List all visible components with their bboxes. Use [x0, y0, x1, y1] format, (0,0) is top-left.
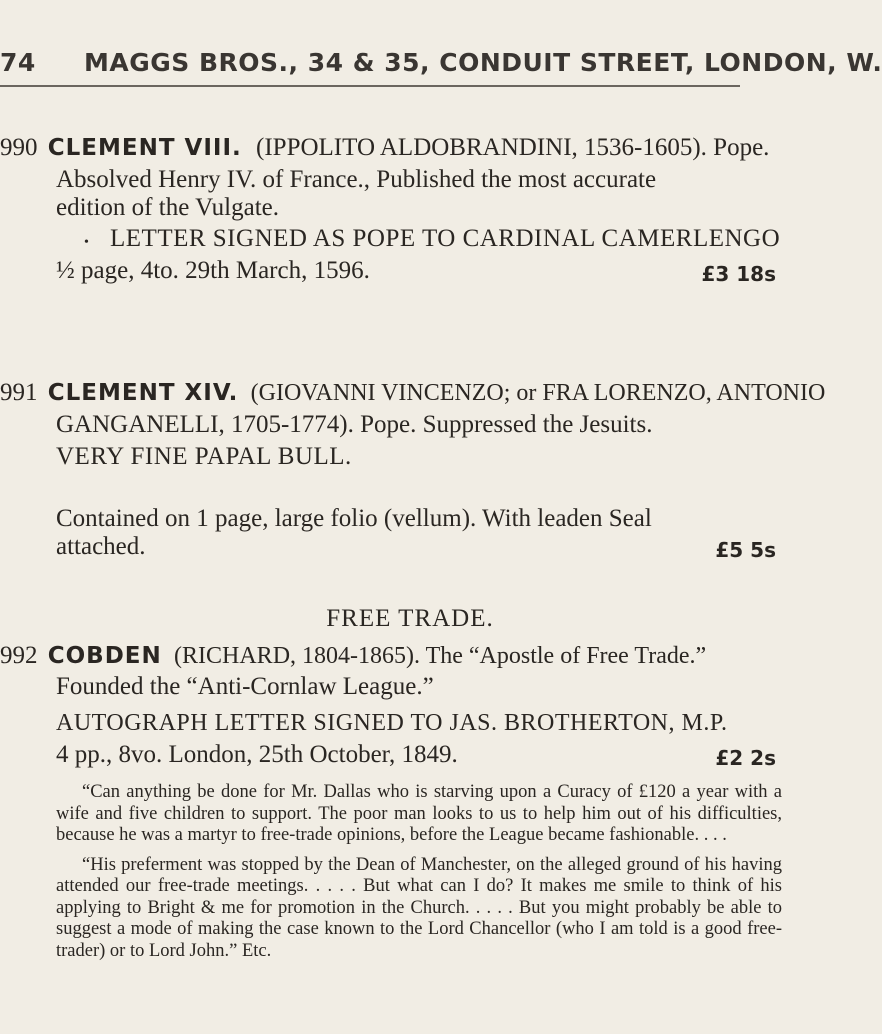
bullet-mark: • [84, 235, 89, 250]
entry-format: ½ page, 4to. 29th March, 1596. [56, 257, 370, 284]
entry-price: £3 18s [701, 262, 776, 286]
entry-first-line-rest: (IPPOLITO ALDOBRANDINI, 1536-1605). Pope. [256, 134, 770, 161]
entry-format: 4 pp., 8vo. London, 25th October, 1849. [56, 741, 458, 768]
entry-first-line [0, 133, 769, 163]
page-running-title: MAGGS BROS., 34 & 35, CONDUIT STREET, LONDON, W. [84, 48, 882, 77]
entry-format-line [56, 256, 800, 286]
entry-description: Founded the “Anti-Cornlaw League.” [56, 673, 434, 700]
entry-item-title: LETTER SIGNED AS POPE TO CARDINAL CAMERLENGO [110, 225, 781, 252]
lot-number: 992 [0, 642, 38, 669]
entry-price: £5 5s [715, 538, 776, 562]
section-heading: FREE TRADE. [326, 605, 494, 632]
entry-price: £2 2s [715, 746, 776, 770]
entry-name: CLEMENT VIII. [47, 135, 242, 161]
entry-format-line [56, 740, 800, 770]
header-rule [0, 85, 740, 87]
entry-first-line-rest: (GIOVANNI VINCENZO; or FRA LORENZO, ANTONIO [250, 380, 826, 406]
entry-name: COBDEN [47, 643, 162, 669]
entry-first-line [0, 378, 825, 408]
entry-name: CLEMENT XIV. [47, 380, 239, 406]
letter-quote [56, 782, 782, 962]
entry-format-line [56, 532, 800, 562]
quote-paragraph: “His preferment was stopped by the Dean of Manchester, on the alleged ground of his having attended our free-trade meetings. . . . . But what can I do? It makes me smile to think of his applying to Bright & me for promotion in the Church. . . . . But you might probably be able to suggest a mode of making the case known to the Lord Chancellor (who I am told is a good free-trader) or to Lord John.” Etc. [56, 854, 782, 961]
page-number: 74 [0, 48, 36, 77]
entry-item-title: AUTOGRAPH LETTER SIGNED TO JAS. BROTHERTON, M.P. [56, 710, 728, 736]
entry-description: GANGANELLI, 1705-1774). Pope. Suppressed the Jesuits. [56, 411, 653, 438]
entry-item-title: VERY FINE PAPAL BULL. [56, 443, 352, 470]
entry-first-line-rest: (RICHARD, 1804-1865). The “Apostle of Free Trade.” [174, 643, 707, 669]
entry-description: Absolved Henry IV. of France., Published the most accurate [56, 166, 657, 193]
quote-paragraph: “Can anything be done for Mr. Dallas who is starving upon a Curacy of £120 a year with a wife and five children to support. The poor man looks to us to help him out of his difficulties, because he was a martyr to free-trade opinions, before the League became fashionable. . . . [56, 782, 782, 845]
entry-description: Contained on 1 page, large folio (vellum). With leaden Seal [56, 505, 652, 532]
entry-description: edition of the Vulgate. [56, 194, 279, 221]
entry-format: attached. [56, 533, 146, 560]
entry-first-line [0, 641, 706, 671]
page-header [0, 48, 882, 88]
lot-number: 991 [0, 379, 38, 406]
lot-number: 990 [0, 134, 38, 161]
